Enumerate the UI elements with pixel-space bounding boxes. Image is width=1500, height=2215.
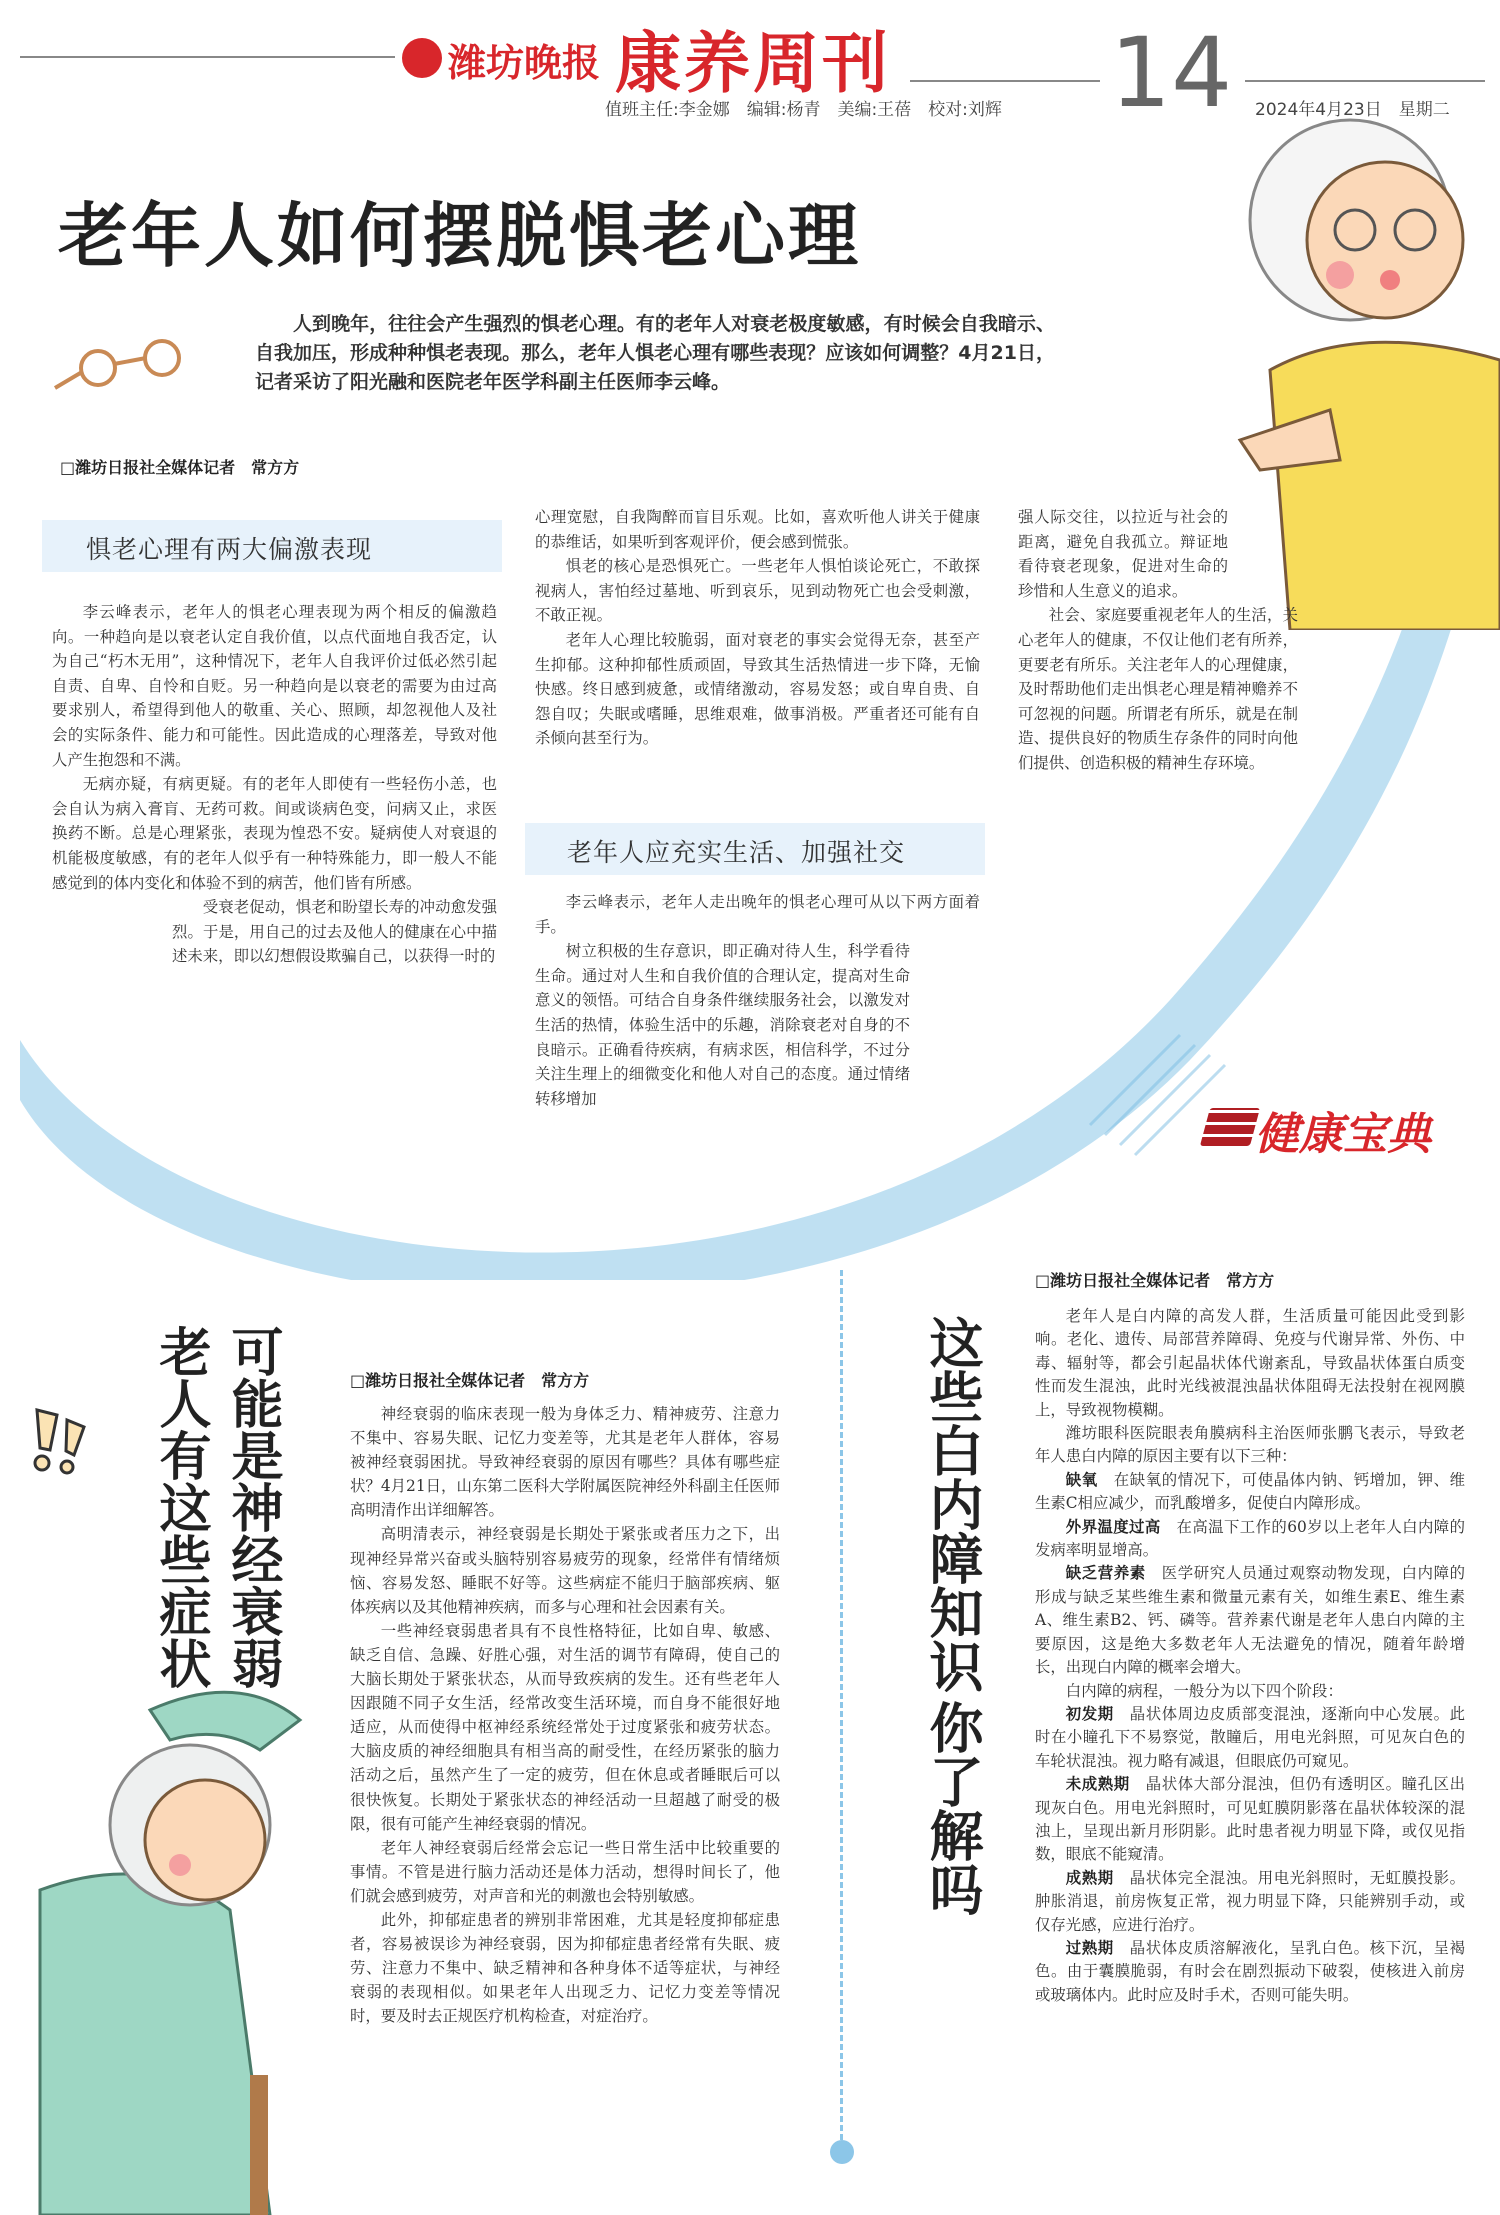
stage-item xyxy=(1035,1937,1465,2007)
article1-col2-para: 惧老的核心是恐惧死亡。一些老年人惧怕谈论死亡，不敢探视病人，害怕经过墓地、听到哀乐，见到动物死亡也会受刺激，不敢正视。 xyxy=(535,557,980,625)
stage-text: 晶状体周边皮质部变混浊，逐渐向中心发展。此时在小瞳孔下不易察觉，散瞳后，用电光斜照，可见灰白色的车轮状混浊。视力略有减退，但眼底仍可窥见。 xyxy=(1035,1704,1465,1770)
article2-title xyxy=(150,1325,290,1715)
stage-term: 未成熟期 xyxy=(1065,1775,1130,1794)
article1-col2-para: 树立积极的生存意识，即正确对待人生，科学看待生命。通过对人生和自我价值的合理认定，提高对生命意义的领悟。可结合自身条件继续服务社会，以激发对生活的热情，体验生活中的乐趣，消除衰老对自身的不良暗示。正确看待疾病，有病求医，相信科学，不过分关注生理上的细微变化和他人对自己的态度。通过情绪转移增加 xyxy=(535,942,910,1108)
cause-term: 外界温度过高 xyxy=(1065,1517,1161,1536)
article3-full-title xyxy=(0,0,11,1)
article1-col2-bottom xyxy=(535,890,980,1111)
exclamation-icon xyxy=(22,1405,102,1480)
elderly-man-exercise-illustration xyxy=(0,1680,340,2215)
article1-title: 老年人如何摆脱惧老心理 xyxy=(58,195,861,277)
subheading-2-text: 老年人应充实生活、加强社交 xyxy=(567,838,906,867)
article1-lead: 人到晚年，往往会产生强烈的惧老心理。有的老年人对衰老极度敏感，有时候会自我暗示、自我加压，形成种种惧老表现。那么，老年人惧老心理有哪些表现？应该如何调整？4月21日，记者采访了阳光融和医院老年医学科副主任医师李云峰。 xyxy=(255,313,1055,393)
health-column-badge: 健康宝典 xyxy=(1255,1109,1431,1160)
article2-title-line1: 可能是神经衰弱 xyxy=(222,1325,282,1689)
subheading-2 xyxy=(525,823,985,875)
article1-col2-para: 李云峰表示，老年人走出晚年的惧老心理可从以下两方面着手。 xyxy=(535,893,980,936)
article3-para: 潍坊眼科医院眼表角膜病科主治医师张鹏飞表示，导致老年人患白内障的原因主要有以下三种： xyxy=(1035,1424,1465,1466)
article1-col1-para: 无病亦疑，有病更疑。有的老年人即使有一些轻伤小恙，也会自认为病入膏肓、无药可救。间或谈病色变，问病又止，求医换药不断。总是心理紧张，表现为惶恐不安。疑病使人对衰退的机能极度敏感，有的老年人似乎有一种特殊能力，即一般人不能感觉到的体内变化和体验不到的病苦，他们皆有所感。 xyxy=(52,775,497,892)
staff-credits: 值班主任:李金娜 编辑:杨青 美编:王蓓 校对:刘辉 xyxy=(605,100,1002,120)
article2-para: 一些神经衰弱患者具有不良性格特征，比如自卑、敏感、缺乏自信、急躁、好胜心强，对生活的调节有障碍，使自己的大脑长期处于紧张状态，从而导致疾病的发生。还有些老年人因跟随不同子女生活，经常改变生活环境，而自身不能很好地适应，从而使得中枢神经系统经常处于过度紧张和疲劳状态。大脑皮质的神经细胞具有相当高的耐受性，在经历紧张的脑力活动之后，虽然产生了一定的疲劳，但在休息或者睡眠后可以很快恢复。长期处于紧张状态的神经活动一旦超越了耐受的极限，很有可能产生神经衰弱的情况。 xyxy=(350,1621,780,1833)
stage-item xyxy=(1035,1867,1465,1937)
stage-term: 成熟期 xyxy=(1065,1868,1114,1887)
stage-item xyxy=(1035,1703,1465,1773)
stage-text: 晶状体大部分混浊，但仍有透明区。瞳孔区出现灰白色。用电光斜照时，可见虹膜阴影落在晶状体较深的混浊上，呈现出新月形阴影。此时患者视力明显下降，或仅见指数，眼底不能窥清。 xyxy=(1035,1775,1465,1864)
cause-text: 医学研究人员通过观察动物发现，白内障的形成与缺乏某些维生素和微量元素有关，如维生素E、维生素A、维生素B2、钙、磷等。营养素代谢是老年人患白内障的主要原因，这是绝大多数老年人无法避免的情况，随着年龄增长，出现白内障的概率会增大。 xyxy=(1035,1564,1465,1677)
article1-col2-top xyxy=(535,505,980,751)
supplement-title: 康养周刊 xyxy=(615,25,891,102)
article1-col1 xyxy=(52,600,497,969)
article2-title-line2: 老人有这些症状 xyxy=(150,1325,210,1689)
stage-term: 过熟期 xyxy=(1065,1938,1114,1957)
stage-intro: 白内障的病程，一般分为以下四个阶段： xyxy=(1065,1681,1343,1700)
article1-col2-para: 心理宽慰，自我陶醉而盲目乐观。比如，喜欢听他人讲关于健康的恭维话，如果听到客观评价，便会感到慌张。 xyxy=(535,508,980,551)
paper-logo-icon xyxy=(402,38,442,78)
header-rule-far xyxy=(1245,80,1485,82)
article3-byline: □潍坊日报社全媒体记者 常方方 xyxy=(1035,1271,1275,1290)
article2-para: 此外，抑郁症患者的辨别非常困难，尤其是轻度抑郁症患者，容易被误诊为神经衰弱，因为抑郁症患者经常有失眠、疲劳、注意力不集中、缺乏精神和各种身体不适等症状，与神经衰弱的表现相似。如果老年人出现乏力、记忆力变差等情况时，要及时去正规医疗机构检查，对症治疗。 xyxy=(350,1910,780,2026)
article1-byline: □潍坊日报社全媒体记者 常方方 xyxy=(60,458,300,477)
article3-title-line1: 这些白内障知识 xyxy=(921,1315,984,1693)
article2-byline: □潍坊日报社全媒体记者 常方方 xyxy=(350,1371,590,1390)
article1-col3-para: 社会、家庭要重视老年人的生活，关心老年人的健康，不仅让他们老有所养，更要老有所乐。关注老年人的心理健康，及时帮助他们走出惧老心理是精神赡养不可忽视的问题。所谓老有所乐，就是在制造、提供良好的物质生存条件的同时向他们提供、创造积极的精神生存环境。 xyxy=(1018,606,1298,772)
page-number: 14 xyxy=(1110,17,1233,129)
header-rule-left xyxy=(20,56,395,58)
article3-body xyxy=(1035,1305,1465,2007)
cause-term: 缺乏营养素 xyxy=(1065,1564,1146,1583)
books-icon xyxy=(1200,1108,1260,1146)
cause-item xyxy=(1035,1562,1465,1679)
stage-item xyxy=(1035,1773,1465,1867)
article2-body xyxy=(350,1402,780,2028)
cause-item xyxy=(1035,1516,1465,1563)
article3-para: 老年人是白内障的高发人群，生活质量可能因此受到影响。老化、遗传、局部营养障碍、免疫与代谢异常、外伤、中毒、辐射等，都会引起晶状体代谢紊乱，导致晶状体蛋白质变性而发生混浊，此时光线被混浊晶状体阻碍无法投射在视网膜上，导致视物模糊。 xyxy=(1035,1307,1465,1419)
cause-term: 缺氧 xyxy=(1065,1470,1098,1489)
article2-para: 神经衰弱的临床表现一般为身体乏力、精神疲劳、注意力不集中、容易失眠、记忆力变差等，尤其是老年人群体，容易被神经衰弱困扰。导致神经衰弱的原因有哪些？具体有哪些症状？4月21日，山东第二医科大学附属医院神经外科副主任医师高明清作出详细解答。 xyxy=(350,1405,780,1520)
article1-col3-para: 强人际交往，以拉近与社会的距离，避免自我孤立。辩证地看待衰老现象，促进对生命的珍惜和人生意义的追求。 xyxy=(1018,508,1228,600)
stage-text: 晶状体完全混浊。用电光斜照时，无虹膜投影。肿胀消退，前房恢复正常，视力明显下降，只能辨别手动，或仅存光感，应进行治疗。 xyxy=(1035,1868,1465,1934)
article2-para: 高明清表示，神经衰弱是长期处于紧张或者压力之下，出现神经异常兴奋或头脑特别容易疲劳的现象，经常伴有情绪烦恼、容易发怒、睡眠不好等。这些病症不能归于脑部疾病、躯体疾病以及其他精神疾病，而多与心理和社会因素有关。 xyxy=(350,1525,780,1616)
divider-dot xyxy=(830,2140,854,2164)
cause-text: 在高温下工作的60岁以上老年人白内障的发病率明显增高。 xyxy=(1035,1517,1465,1560)
article2-para: 老年人神经衰弱后经常会忘记一些日常生活中比较重要的事情。不管是进行脑力活动还是体力活动，想得时间长了，他们就会感到疲劳，对声音和光的刺激也会特别敏感。 xyxy=(350,1838,780,1905)
article1-col1-para: 李云峰表示，老年人的惧老心理表现为两个相反的偏激趋向。一种趋向是以衰老认定自我价值，以点代面地自我否定，认为自己“朽木无用”，这种情况下，老年人自我评价过低必然引起自责、自卑、自怜和自贬。另一种趋向是以衰老的需要为由过高要求别人，希望得到他人的敬重、关心、照顾，却忽视他人及社会的实际条件、能力和可能性。因此造成的心理落差，导致对他人产生抱怨和不满。 xyxy=(52,603,497,769)
paper-name: 潍坊晚报 xyxy=(448,41,601,85)
article1-col1-para: 受衰老促动，惧老和盼望长寿的冲动愈发强烈。于是，用自己的过去及他人的健康在心中描述未来，即以幻想假设欺骗自己，以获得一时的 xyxy=(172,898,497,966)
glasses-icon xyxy=(50,328,200,403)
section-divider-dotted xyxy=(840,1270,844,2140)
stage-text: 晶状体皮质溶解液化，呈乳白色。核下沉，呈褐色。由于囊膜脆弱，有时会在剧烈振动下破裂，使核进入前房或玻璃体内。此时应及时手术，否则可能失明。 xyxy=(1035,1938,1465,2004)
issue-date: 2024年4月23日 星期二 xyxy=(1255,100,1450,120)
article1-col3 xyxy=(1018,505,1348,776)
subheading-1-text: 惧老心理有两大偏激表现 xyxy=(86,535,373,564)
subheading-1 xyxy=(42,520,502,572)
cause-text: 在缺氧的情况下，可使晶体内钠、钙增加，钾、维生素C相应减少，而乳酸增多，促使白内障形成。 xyxy=(1035,1470,1465,1513)
header-rule-right xyxy=(910,80,1100,82)
stage-term: 初发期 xyxy=(1065,1704,1114,1723)
article3-title-line2: 你了解吗 xyxy=(921,1700,984,1916)
article1-col2-para: 老年人心理比较脆弱，面对衰老的事实会觉得无奈，甚至产生抑郁。这种抑郁性质顽固，导致其生活热情进一步下降，无愉快感。终日感到疲惫，或情绪激动，容易发怒；或自卑自贵、自怨自叹；失眠或嗜睡，思维艰难，做事消极。严重者还可能有自杀倾向甚至行为。 xyxy=(535,630,980,748)
cause-item xyxy=(1035,1469,1465,1516)
